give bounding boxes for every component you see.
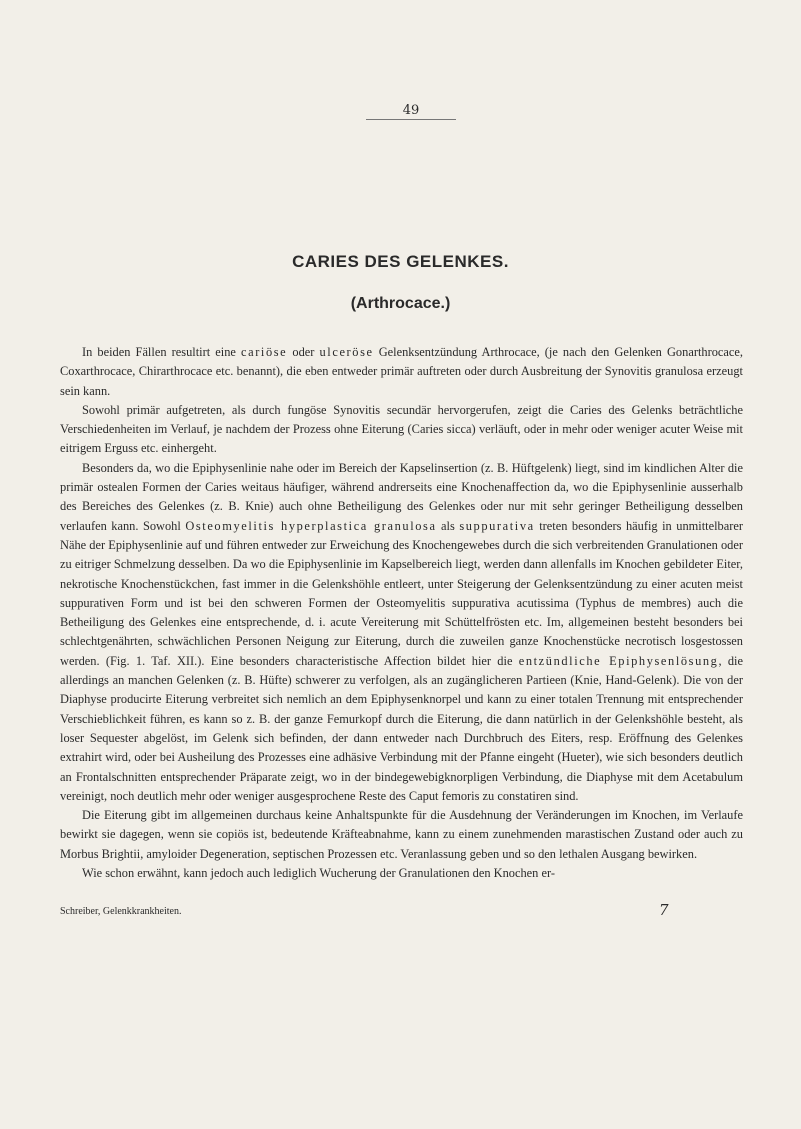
emphasis-term: ulceröse <box>319 345 374 359</box>
page-number: 49 <box>366 103 456 120</box>
paragraph-1 <box>60 343 743 401</box>
footer-source: Schreiber, Gelenkkrankheiten. <box>60 906 182 917</box>
text-run: treten besonders häufig in unmittelbarer Nähe der Epiphysenlinie auf und führen entweder zur Erweichung des Knochengewebes durch die sich verbreitenden Granulationen oder zu eitriger Schmelzung desselben. Da wo die Epiphysenlinie im Kapselbereich liegt, werden dann allenfalls im Knochen gebildeter Eiter, nekrotische Knochenstückchen, fast immer in die Gelenkshöhle entleert, unter Steigerung der Gelenksentzündung zu einer acuten meist suppurativen Form und ist bei den schweren Formen der Osteomyelitis suppurativa acutissima (Typhus de membres) auch die Betheiligung des Gelenkes eine entsprechende, d. i. acute Vereiterung mit Schüttelfrösten etc. Im, allgemeinen besteht besonders bei schlechtgenährten, schwächlichen Personen Neigung zur Eiterung, durch die zuweilen ganze Knochenstücke necrotisch losgestossen werden. (Fig. 1. Taf. XII.). Eine besonders characteristische Affection bildet hier die <box>60 518 743 668</box>
text-run: oder <box>287 345 320 359</box>
emphasis-term: cariöse <box>241 345 288 359</box>
text-run: , die allerdings an manchen Gelenken (z. B. Hüfte) schwerer zu verfolgen, als an zugänglicheren Partieen (Knie, Hand-Gelenk). Die von der Diaphyse producirte Eiterung verbreitet sich nemlich an dem Epiphysenknorpel und kann zu einer totalen Trennung mit entsprechender Verschieblichkeit führen, es kann so z. B. der ganze Femurkopf durch die Eiterung, die dann natürlich in der Gelenkshöhle besteht, als loser Sequester abgelöst, im Gelenk sich befinden, der dann entweder nach Durchbruch des Eiters, resp. Eröffnung des Gelenkes extrahirt wird, oder bei Ausheilung des Prozesses eine adhäsive Verbindung mit der Pfanne eingeht (Hueter), wie sich besonders deutlich an Frontalschnitten entsprechender Präparate zeigt, wo in der bindegewebigknorpligen Verbindung, die Diaphyse mit dem Acetabulum vereinigt, noch deutlich mehr oder weniger ausgesprochene Reste des Caput femoris zu constatiren sind. <box>60 653 744 803</box>
paragraph-3 <box>60 459 743 806</box>
text-run: als <box>436 518 460 533</box>
text-run: In beiden Fällen resultirt eine <box>82 345 241 359</box>
text-run: Besonders da, wo die Epiphysenlinie nahe oder im Bereich der Kapselinsertion (z. B. Hüftgelenk) liegt, sind im kindlichen Alter die primär ostealen Formen der Caries weitaus häufiger, während andrerseits eine Knochenaffection da, wo die Epiphysenlinie ausserhalb des Bereiches des Gelenkes (z. B. Knie) auch ohne Betheiligung des Gelenkes oder nur mit sehr geringer Betheiligung desselben verlaufen kann. Sowohl <box>60 460 743 533</box>
body-text <box>60 343 743 883</box>
chapter-title: CARIES DES GELENKES. <box>292 252 509 271</box>
text-run: Gelenksentzündung Arthrocace, (je nach den Gelenken Gonarthrocace, Coxarthrocace, Chirarthrocace etc. benannt), die eben entweder primär auftreten oder durch Ausbreitung der Synovitis granulosa erzeugt sein kann. <box>60 345 744 398</box>
paragraph-4: Die Eiterung gibt im allgemeinen durchaus keine Anhaltspunkte für die Ausdehnung der Veränderungen im Knochen, im Verlaufe bewirkt sie dagegen, wenn sie copiös ist, bedeutende Kräfteabnahme, kann zu einem zunehmenden marastischen Zustand oder auch zu Morbus Brightii, amyloider Degeneration, septischen Prozessen etc. Veranlassung geben und so den lethalen Ausgang bewirken. <box>60 808 743 861</box>
emphasis-term: entzündliche Epiphysenlösung <box>518 653 719 668</box>
emphasis-term: Osteomyelitis hyperplastica granulosa <box>185 518 437 533</box>
chapter-subtitle: (Arthrocace.) <box>350 295 451 312</box>
signature-mark: 7 <box>659 901 669 919</box>
paragraph-2: Sowohl primär aufgetreten, als durch fungöse Synovitis secundär hervorgerufen, zeigt die Caries des Gelenks beträchtliche Verschiedenheiten im Verlauf, je nachdem der Prozess ohne Eiterung (Caries sicca) verläuft, oder in mehr oder weniger acuter Weise mit eitrigem Erguss etc. einhergeht. <box>60 402 743 456</box>
emphasis-term: suppurativa <box>459 518 535 533</box>
paragraph-5: Wie schon erwähnt, kann jedoch auch lediglich Wucherung der Granulationen den Knochen er- <box>82 866 555 881</box>
